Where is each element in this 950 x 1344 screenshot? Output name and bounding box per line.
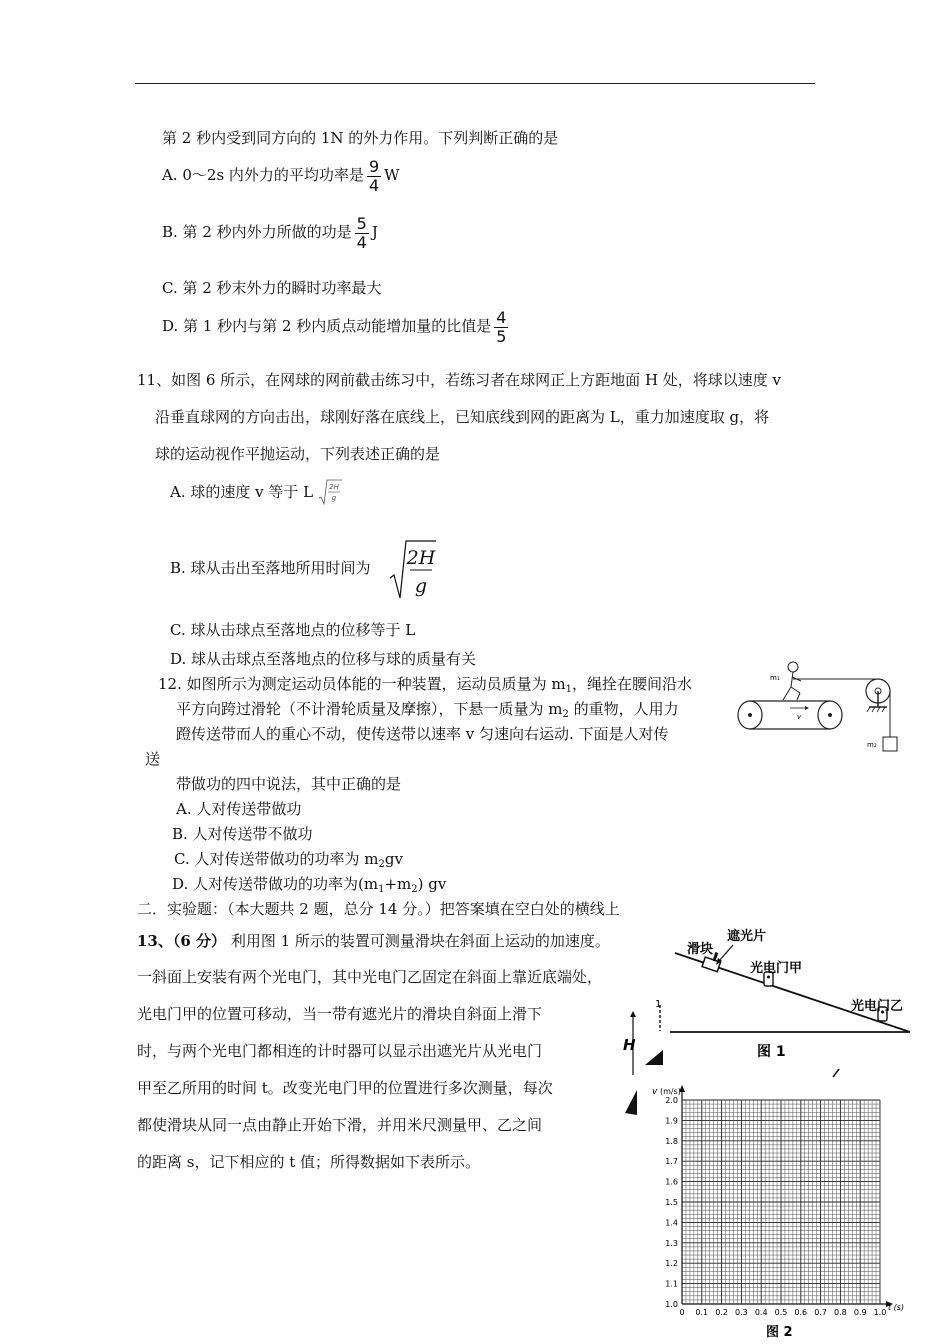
q10-stem: 第 2 秒内受到同方向的 1N 的外力作用。下列判断正确的是 [162, 129, 559, 147]
q12-line3: 蹬传送带而人的重心不动，使传送带以速率 v 匀速向右运动. 下面是人对传 [176, 725, 669, 743]
gate-a-label: 光电门甲 [750, 961, 803, 976]
q10-d-text: D. 第 1 秒内与第 2 秒内质点动能增加量的比值是 [162, 317, 492, 336]
q12-d-a: D. 人对传送带做功的功率为(m [172, 875, 379, 893]
q11-a-text: A. 球的速度 v 等于 L [170, 483, 314, 501]
y-tick-labels [665, 1096, 678, 1309]
shutter-label: 遮光片 [727, 929, 767, 944]
denominator: 4 [368, 175, 380, 195]
q11-line2: 沿垂直球网的方向击出，球刚好落在底线上，已知底线到网的距离为 L，重力加速度取 g，将 [155, 408, 770, 426]
q12-line5: 带做功的四中说法，其中正确的是 [176, 775, 402, 793]
subscript: 1 [565, 684, 572, 695]
x-tick-label: 0.7 [814, 1308, 827, 1317]
q12-option-d [172, 873, 446, 895]
q11-option-b [170, 538, 436, 600]
q12-option-b: B. 人对传送带不做功 [172, 825, 313, 843]
q12-option-c [174, 848, 403, 870]
q10-a-text: A. 0～2s 内外力的平均功率是 [162, 166, 364, 185]
numerator: 2H [406, 547, 436, 569]
chart-grid [682, 1100, 880, 1304]
x-tick-label: 0.3 [735, 1308, 748, 1317]
q10-b-fraction [355, 215, 369, 251]
denominator: 4 [356, 232, 367, 252]
subscript: 1 [378, 884, 385, 895]
q11-b-text: B. 球从击出至落地所用时间为 [170, 559, 371, 577]
q10-option-b [162, 215, 378, 251]
x-tick-label: 0.6 [794, 1308, 808, 1317]
q13-line2: 一斜面上安装有两个光电门，其中光电门乙固定在斜面上靠近底端处， [137, 968, 603, 986]
numerator: 4 [496, 308, 507, 327]
q13-line6: 都使滑块从同一点由静止开始下滑，并用米尺测量甲、乙之间 [137, 1116, 543, 1134]
subscript: 2 [562, 709, 569, 720]
q12-line4: 送 [145, 750, 161, 768]
q13-line7: 的距离 s，记下相应的 t 值；所得数据如下表所示。 [137, 1153, 481, 1171]
y-tick-label: 1.3 [665, 1238, 678, 1248]
q13-line1 [137, 930, 610, 951]
q11-option-d: D. 球从击球点至落地点的位移与球的质量有关 [170, 650, 477, 668]
q12-c-b: gv [384, 850, 403, 868]
m1-label: m₁ [770, 674, 780, 682]
q12-line1-b: ，绳拴在腰间沿水 [572, 675, 693, 693]
height-label: H [623, 1036, 636, 1054]
q10-a-fraction [367, 158, 381, 194]
q10-option-d [162, 309, 511, 345]
slider-label: 滑块 [687, 942, 714, 957]
unit: W [384, 166, 400, 185]
x-tick-label: 0.2 [715, 1308, 728, 1317]
unit: J [371, 223, 378, 242]
header-rule [135, 83, 815, 84]
q12-c-a: C. 人对传送带做功的功率为 m [174, 850, 379, 868]
q13-line5: 甲至乙所用的时间 t。改变光电门甲的位置进行多次测量，每次 [137, 1079, 553, 1097]
x-tick-labels [679, 1308, 886, 1317]
q13-line4: 时，与两个光电门都相连的计时器可以显示出遮光片从光电门 [137, 1042, 543, 1060]
denominator: 5 [496, 326, 507, 346]
x-tick-label: 0.1 [695, 1308, 709, 1317]
y-tick-label: 1.0 [665, 1300, 678, 1309]
figure-2-caption: 图 2 [766, 1325, 793, 1340]
figure-1-caption: 图 1 [757, 1044, 786, 1060]
q11-a-sqrt [318, 478, 342, 508]
x-tick-label: 1.0 [873, 1308, 887, 1317]
section-2-heading: 二．实验题：（本大题共 2 题，总分 14 分。）把答案填在空白处的横线上 [137, 900, 620, 918]
numerator: 5 [356, 214, 367, 233]
y-axis-symbol: v [652, 1087, 658, 1097]
x-tick-label: 0.5 [774, 1308, 788, 1317]
subscript: 2 [411, 884, 418, 895]
q11-line3: 球的运动视作平抛运动，下列表述正确的是 [155, 445, 441, 463]
q12-line2-b: 的重物，人用力 [568, 700, 679, 718]
numerator: 9 [368, 157, 380, 176]
y-tick-label: 1.6 [665, 1177, 678, 1187]
q12-line2 [176, 698, 679, 720]
q10-d-fraction [494, 309, 508, 345]
y-tick-label: 1.4 [665, 1218, 678, 1228]
q12-line1-a: 12. 如图所示为测定运动员体能的一种装置，运动员质量为 m [158, 675, 566, 693]
y-tick-label: 1.2 [665, 1259, 678, 1269]
conveyor-pulley-figure [735, 655, 905, 760]
sqrt-sign-icon [318, 478, 342, 506]
q13-line3: 光电门甲的位置可移动，当一带有遮光片的滑块自斜面上滑下 [137, 1005, 543, 1023]
q12-d-mid: +m [384, 875, 412, 893]
q12-line2-a: 平方向跨过滑轮（不计滑轮质量及摩擦），下悬一质量为 m [176, 700, 563, 718]
y-tick-label: 1.7 [665, 1157, 678, 1167]
x-axis-label: t (s) [888, 1303, 905, 1312]
denominator: g [414, 575, 428, 597]
q11-line1: 11、如图 6 所示，在网球的网前截击练习中，若练习者在球网正上方距地面 H 处，将球以速度 v [137, 371, 782, 389]
q12-line1 [158, 673, 692, 695]
q10-b-text: B. 第 2 秒内外力所做的功是 [162, 223, 352, 242]
y-tick-label: 1.8 [665, 1136, 678, 1146]
velocity-label: v [797, 713, 802, 721]
y-tick-label: 1.1 [665, 1279, 678, 1289]
q13-line1-text: 利用图 1 所示的装置可测量滑块在斜面上运动的加速度。 [230, 932, 610, 950]
q12-d-b: ) gv [417, 875, 447, 893]
chart-axes [679, 1085, 893, 1307]
gate-b-label: 光电门乙 [851, 999, 904, 1014]
subscript: 2 [378, 859, 385, 870]
velocity-time-chart [640, 1082, 915, 1344]
m2-label: m₂ [867, 741, 877, 749]
y-axis-label: (m/s) [660, 1087, 681, 1096]
numerator: 2H [329, 483, 339, 491]
q11-b-sqrt [388, 538, 438, 600]
q11-option-c: C. 球从击球点至落地点的位移等于 L [170, 621, 416, 639]
x-tick-label: 0.9 [853, 1308, 867, 1317]
q10-option-a [162, 158, 400, 194]
denominator: g [331, 494, 337, 502]
tick-mark: 1 [655, 999, 662, 1010]
q13-number: 13、（6 分） [137, 932, 227, 950]
y-tick-label: 2.0 [665, 1096, 678, 1105]
q11-option-a [170, 478, 342, 508]
x-tick-label: 0.4 [754, 1308, 768, 1317]
q10-option-c: C. 第 2 秒末外力的瞬时功率最大 [162, 279, 382, 297]
x-tick-label: 0 [679, 1308, 685, 1317]
x-tick-label: 0.8 [834, 1308, 847, 1317]
y-tick-label: 1.5 [665, 1198, 678, 1207]
y-tick-label: 1.9 [665, 1116, 678, 1126]
q12-option-a: A. 人对传送带做功 [176, 800, 302, 818]
